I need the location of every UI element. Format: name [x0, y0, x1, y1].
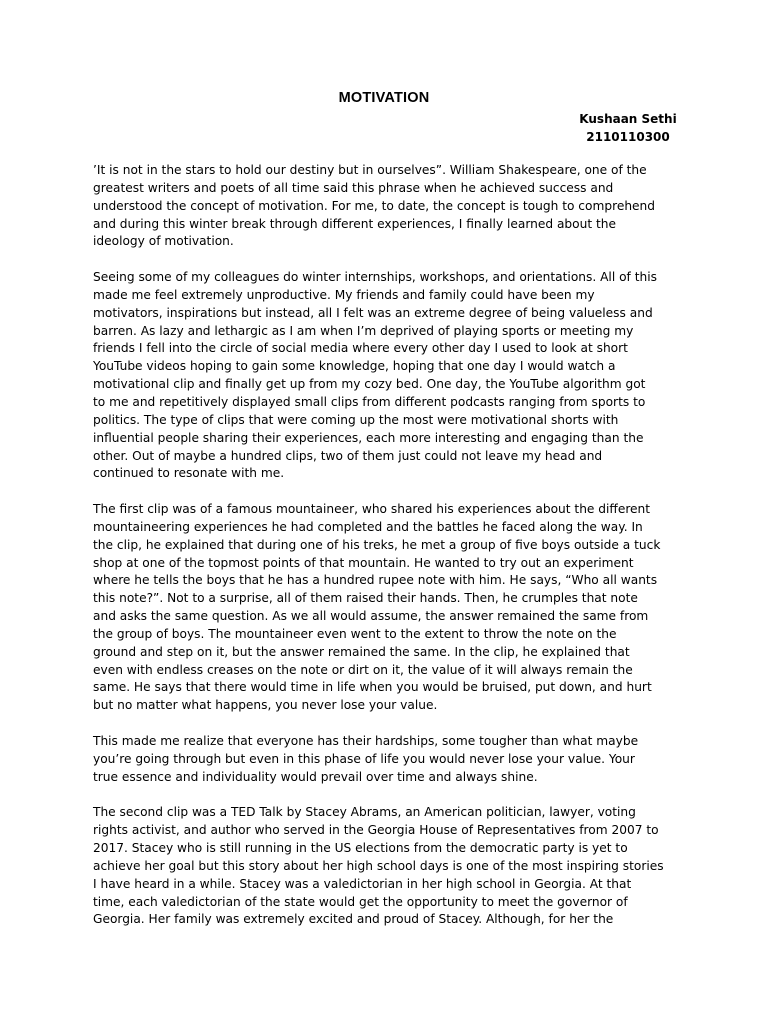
author-block	[560, 110, 696, 146]
roll-number: 2110110300	[586, 130, 670, 144]
paragraph: The second clip was a TED Talk by Stacey Abrams, an American politician, lawyer, voting rights activist, and author who served in the Georgia House of Representatives from 2007 to 2017. Stacey who is still running in the US elections from the democratic party is yet to achieve her goal but this story about her high school days is one of the most inspiring stories I have heard in a while. Stacey was a valedictorian in her high school in Georgia. At that time, each valedictorian of the state would get the opportunity to meet the governor of Georgia. Her family was extremely excited and proud of Stacey. Although, for her the	[93, 805, 664, 927]
paragraph: This made me realize that everyone has their hardships, some tougher than what maybe you’re going through but even in this phase of life you would never lose your value. Your true essence and individuality would prevail over time and always shine.	[93, 734, 639, 784]
author-name: Kushaan Sethi	[579, 112, 677, 126]
paragraph: The first clip was of a famous mountaineer, who shared his experiences about the different mountaineering experiences he had completed and the battles he faced along the way. In the clip, he explained that during one of his treks, he met a group of five boys outside a tuck shop at one of the topmost points of that mountain. He wanted to try out an experiment where he tells the boys that he has a hundred rupee note with him. He says, “Who all wants this note?”. Not to a surprise, all of them raised their hands. Then, he crumples that note and asks the same question. As we all would assume, the answer remained the same from the group of boys. The mountaineer even went to the extent to throw the note on the ground and step on it, but the answer remained the same. In the clip, he explained that even with endless creases on the note or dirt on it, the value of it will always remain the same. He says that there would time in life when you would be bruised, put down, and hurt but no matter what happens, you never lose your value.	[93, 502, 661, 713]
document-title: MOTIVATION	[338, 90, 430, 106]
document-body	[93, 162, 683, 947]
paragraph: ’It is not in the stars to hold our destiny but in ourselves”. William Shakespeare, one of the greatest writers and poets of all time said this phrase when he achieved success and understood the concept of motivation. For me, to date, the concept is tough to comprehend and during this winter break through different experiences, I finally learned about the ideology of motivation.	[93, 163, 655, 249]
paragraph: Seeing some of my colleagues do winter internships, workshops, and orientations. All of this made me feel extremely unproductive. My friends and family could have been my motivators, inspirations but instead, all I felt was an extreme degree of being valueless and barren. As lazy and lethargic as I am when I’m deprived of playing sports or meeting my friends I fell into the circle of social media where every other day I used to look at short YouTube videos hoping to gain some knowledge, hoping that one day I would watch a motivational clip and finally get up from my cozy bed. One day, the YouTube algorithm got to me and repetitively displayed small clips from different podcasts ranging from sports to politics. The type of clips that were coming up the most were motivational shorts with influential people sharing their experiences, each more interesting and engaging than the other. Out of maybe a hundred clips, two of them just could not leave my head and continued to resonate with me.	[93, 270, 657, 481]
